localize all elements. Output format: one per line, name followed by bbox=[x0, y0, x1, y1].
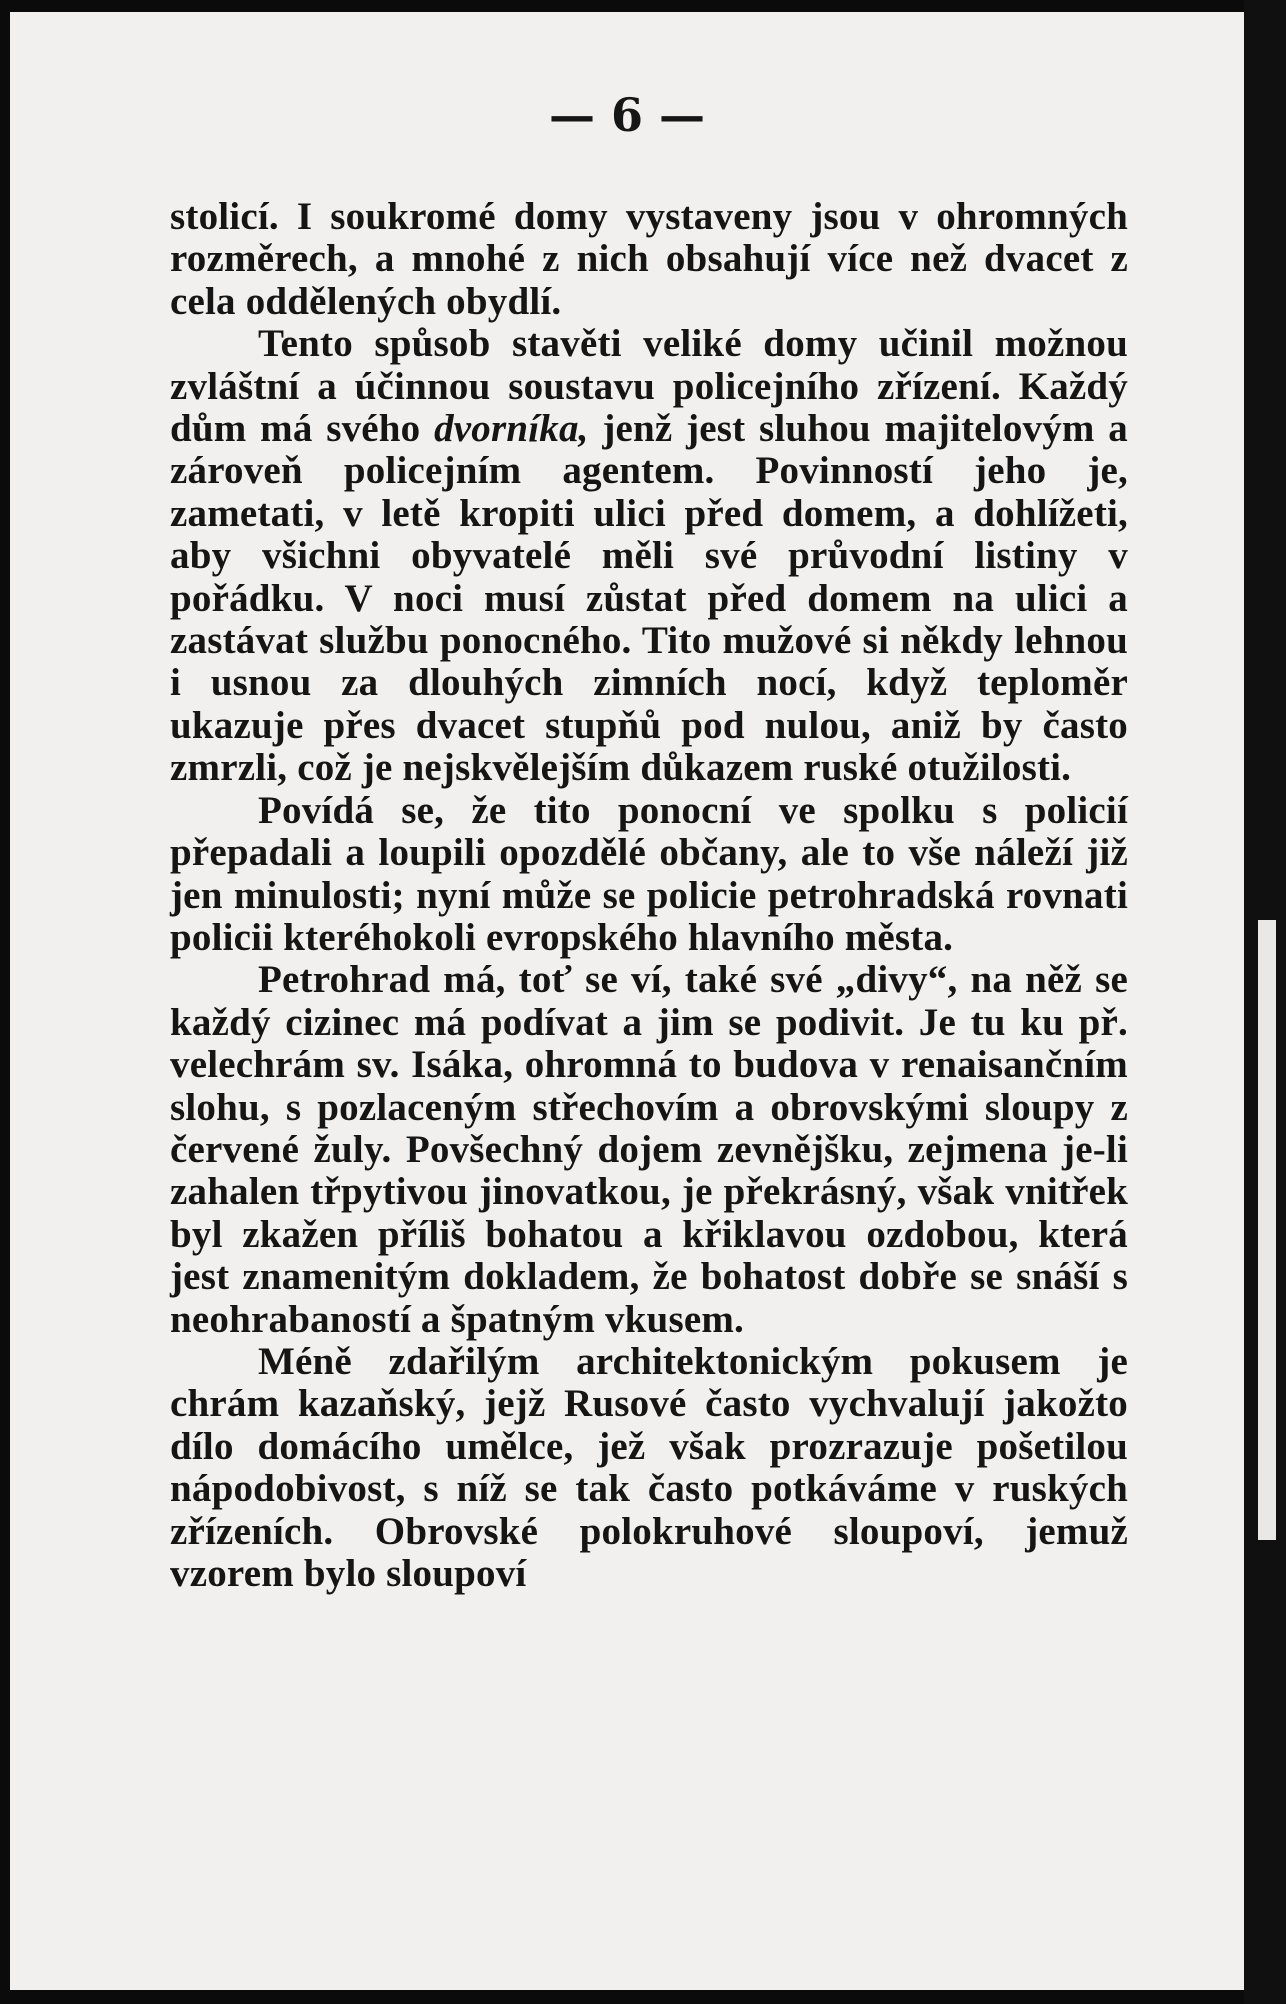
scan-edge-shadow bbox=[1244, 0, 1286, 2004]
book-page bbox=[10, 12, 1244, 1990]
paragraph-2-end: jenž jest sluhou majitelovým a zároveň policejním agentem. Povinností jeho je, zametati, v letě kropiti ulici před domem, a dohlížeti, aby všichni obyvatelé měli své průvodní listiny v pořádku. V noci musí zůstat před domem na ulici a zastávat službu ponocného. Tito mužové si někdy lehnou i usnou za dlouhých zimních nocí, když teploměr ukazuje přes dvacet stupňů pod nulou, aniž by často zmrzli, což je nejskvělejším důkazem ruské otužilosti. bbox=[170, 407, 1128, 790]
next-page-edge bbox=[1258, 920, 1276, 1540]
paragraph-5: Méně zdařilým architektonickým pokusem je chrám kazaňský, jejž Rusové často vychvalují jakožto dílo domácího umělce, jež však prozrazuje pošetilou nápodobivost, s níž se tak často potkáváme v ruských zřízeních. Obrovské polokruhové sloupoví, jemuž vzorem bylo sloupoví bbox=[170, 1339, 1128, 1595]
emphasized-term-dvornika: dvorníka, bbox=[434, 407, 589, 451]
paragraph-3: Povídá se, že tito ponocní ve spolku s policií přepadali a loupili opozdělé občany, ale to vše náleží již jen minulosti; nyní může se policie petrohradská rovnati policii kteréhokoli evropského hlavního města. bbox=[170, 788, 1128, 959]
paragraph-2 bbox=[170, 323, 1128, 789]
paragraph-4: Petrohrad má, toť se ví, také své „divy“, na něž se každý cizinec má podívat a jim se podivit. Je tu ku př. velechrám sv. Isáka, ohromná to budova v renaisančním slohu, s pozlaceným střechovím a obrovskými sloupy z červené žuly. Povšechný dojem zevnějšku, zejmena je-li zahalen třpytivou jinovatkou, je překrásný, však vnitřek byl zkažen příliš bohatou a křiklavou ozdobou, která jest znamenitým dokladem, že bohatost dobře se snáší s neohrabaností a špatným vkusem. bbox=[170, 958, 1128, 1341]
page-number: — 6 — bbox=[548, 88, 706, 142]
paragraph-1: stolicí. I soukromé domy vystaveny jsou v ohromných rozměrech, a mnohé z nich obsahují více než dvacet z cela oddělených obydlí. bbox=[170, 195, 1128, 323]
paragraph-2-start: Tento spůsob stavěti veliké domy učinil možnou zvláštní a účinnou soustavu policejního zřízení. Každý dům má svého bbox=[170, 322, 1128, 451]
body-text bbox=[170, 196, 1128, 1595]
